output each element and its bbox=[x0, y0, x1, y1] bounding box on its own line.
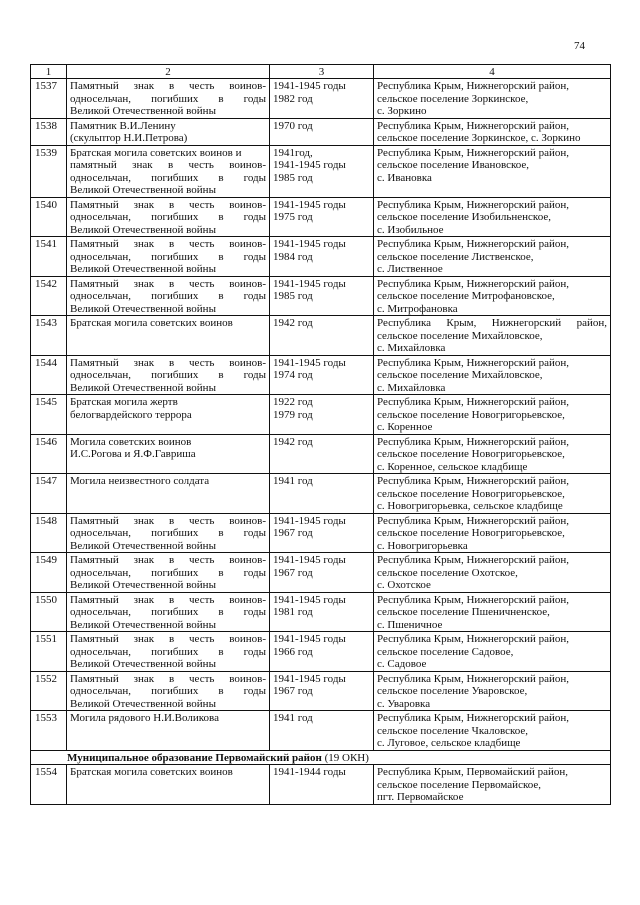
cell-location-line: сельское поселение Уваровское, bbox=[377, 685, 528, 697]
cell-location-line: с. Луговое, сельское кладбище bbox=[377, 737, 521, 749]
cell-number: 1551 bbox=[31, 632, 67, 672]
table-row bbox=[31, 765, 611, 805]
cell-location bbox=[374, 145, 611, 197]
cell-name-line: Братская могила советских воинов bbox=[70, 766, 233, 778]
cell-dates-line: 1966 год bbox=[273, 645, 313, 658]
cell-location bbox=[374, 592, 611, 632]
cell-name-line: Могила рядового Н.И.Воликова bbox=[70, 712, 219, 724]
cell-dates-line: 1941год, bbox=[273, 146, 313, 159]
cell-dates-line: 1941-1945 годы bbox=[273, 593, 346, 606]
cell-name-line: Великой Отечественной войны bbox=[70, 539, 216, 552]
cell-location-line: Республика Крым, Нижнегорский район, bbox=[377, 593, 570, 606]
cell-name bbox=[67, 671, 270, 711]
cell-number: 1543 bbox=[31, 316, 67, 356]
cell-location-line: сельское поселение Садовое, bbox=[377, 645, 514, 658]
cell-dates-line: 1941-1944 годы bbox=[273, 766, 346, 778]
cell-dates bbox=[270, 474, 374, 514]
cell-name-line: Великой Отечественной войны bbox=[70, 618, 216, 631]
cell-location-line: с. Лиственное bbox=[377, 263, 443, 275]
cell-name-line: Памятный знак в честь воинов- bbox=[70, 80, 266, 92]
cell-name-line: Великой Отечественной войны bbox=[70, 223, 216, 236]
monuments-table bbox=[30, 64, 611, 805]
cell-name bbox=[67, 79, 270, 119]
cell-name-line: Памятный знак в честь воинов- bbox=[70, 593, 266, 606]
cell-location bbox=[374, 316, 611, 356]
table-row bbox=[31, 553, 611, 593]
cell-location-line: с. Коренное, сельское кладбище bbox=[377, 460, 528, 473]
cell-location-line: сельское поселение Новогригорьевское, bbox=[377, 487, 565, 500]
cell-location-line: Республика Крым, Нижнегорский район, bbox=[377, 356, 570, 369]
cell-location-line: Республика Крым, Нижнегорский район, bbox=[377, 198, 570, 211]
cell-number: 1538 bbox=[31, 118, 67, 145]
table-row bbox=[31, 513, 611, 553]
cell-dates-line: 1942 год bbox=[273, 317, 313, 329]
cell-name-line: Памятный знак в честь воинов- bbox=[70, 277, 266, 290]
cell-location-line: Республика Крым, Нижнегорский район, bbox=[377, 317, 607, 329]
cell-number: 1545 bbox=[31, 395, 67, 435]
cell-location-line: сельское поселение Охотское, bbox=[377, 566, 518, 579]
cell-dates bbox=[270, 118, 374, 145]
cell-name bbox=[67, 395, 270, 435]
cell-name-line: Памятный знак в честь воинов- bbox=[70, 238, 266, 250]
cell-location bbox=[374, 474, 611, 514]
cell-name bbox=[67, 513, 270, 553]
cell-location-line: сельское поселение Зоркинское, с. Зоркино bbox=[377, 132, 581, 144]
cell-location-line: Республика Крым, Нижнегорский район, bbox=[377, 277, 570, 290]
table-row bbox=[31, 474, 611, 514]
cell-location-line: сельское поселение Пшеничненское, bbox=[377, 606, 550, 618]
cell-dates-line: 1941-1945 годы bbox=[273, 514, 346, 527]
cell-location bbox=[374, 197, 611, 237]
cell-location-line: с. Ивановка bbox=[377, 171, 432, 184]
cell-name-line: Могила неизвестного солдата bbox=[70, 475, 210, 487]
cell-dates bbox=[270, 632, 374, 672]
cell-name-line: Великой Отечественной войны bbox=[70, 381, 216, 394]
cell-location-line: с. Изобильное bbox=[377, 223, 444, 236]
cell-location-line: Республика Крым, Нижнегорский район, bbox=[377, 146, 570, 159]
cell-name-line: Могила советских воинов bbox=[70, 435, 192, 448]
cell-name bbox=[67, 197, 270, 237]
cell-dates-line: 1984 год bbox=[273, 250, 313, 263]
table-row bbox=[31, 592, 611, 632]
cell-name bbox=[67, 553, 270, 593]
table-row bbox=[31, 197, 611, 237]
cell-location-line: с. Уваровка bbox=[377, 697, 431, 710]
cell-dates bbox=[270, 276, 374, 316]
section-cell bbox=[31, 750, 611, 765]
cell-name-line: односельчан, погибших в годы bbox=[70, 527, 266, 539]
cell-name-line: памятный знак в честь воинов- bbox=[70, 159, 266, 171]
cell-location-line: сельское поселение Ивановское, bbox=[377, 159, 530, 171]
cell-dates bbox=[270, 513, 374, 553]
cell-location-line: пгт. Первомайское bbox=[377, 791, 464, 803]
cell-number: 1552 bbox=[31, 671, 67, 711]
cell-name-line: Великой Отечественной войны bbox=[70, 105, 216, 117]
cell-location bbox=[374, 118, 611, 145]
cell-dates bbox=[270, 316, 374, 356]
table-row bbox=[31, 711, 611, 751]
cell-number: 1554 bbox=[31, 765, 67, 805]
cell-location bbox=[374, 79, 611, 119]
cell-location-line: сельское поселение Михайловское, bbox=[377, 329, 543, 342]
cell-name-line: Великой Отечественной войны bbox=[70, 697, 216, 710]
cell-name bbox=[67, 434, 270, 474]
cell-location-line: сельское поселение Зоркинское, bbox=[377, 92, 529, 105]
cell-name-line: односельчан, погибших в годы bbox=[70, 250, 266, 263]
cell-dates-line: 1941-1945 годы bbox=[273, 238, 346, 250]
cell-location-line: с. Пшеничное bbox=[377, 618, 443, 631]
cell-dates-line: 1967 год bbox=[273, 566, 313, 579]
cell-location-line: Республика Крым, Первомайский район, bbox=[377, 766, 568, 778]
cell-dates-line: 1941 год bbox=[273, 712, 313, 724]
cell-dates bbox=[270, 711, 374, 751]
cell-dates bbox=[270, 434, 374, 474]
header-col-dates: 3 bbox=[270, 65, 374, 79]
cell-location-line: Республика Крым, Нижнегорский район, bbox=[377, 435, 570, 448]
cell-location-line: с. Новогригорьевка bbox=[377, 539, 468, 552]
section-title: Муниципальное образование Первомайский район bbox=[67, 751, 322, 764]
cell-location-line: с. Михайловка bbox=[377, 381, 446, 394]
cell-location bbox=[374, 355, 611, 395]
cell-location-line: сельское поселение Митрофановское, bbox=[377, 290, 555, 302]
cell-dates-line: 1985 год bbox=[273, 290, 313, 302]
cell-location-line: сельское поселение Михайловское, bbox=[377, 369, 543, 381]
table-row bbox=[31, 395, 611, 435]
cell-name-line: Памятный знак в честь воинов- bbox=[70, 672, 266, 685]
cell-dates-line: 1941-1945 годы bbox=[273, 277, 346, 290]
cell-dates-line: 1967 год bbox=[273, 527, 313, 539]
cell-number: 1546 bbox=[31, 434, 67, 474]
cell-name-line: односельчан, погибших в годы bbox=[70, 566, 266, 579]
cell-name-line: односельчан, погибших в годы bbox=[70, 290, 266, 302]
cell-dates-line: 1970 год bbox=[273, 119, 313, 132]
cell-location-line: Республика Крым, Нижнегорский район, bbox=[377, 554, 570, 566]
cell-dates bbox=[270, 237, 374, 277]
cell-dates bbox=[270, 592, 374, 632]
cell-dates-line: 1982 год bbox=[273, 92, 313, 105]
header-col-name: 2 bbox=[67, 65, 270, 79]
cell-name-line: односельчан, погибших в годы bbox=[70, 606, 266, 618]
cell-location bbox=[374, 671, 611, 711]
cell-dates-line: 1942 год bbox=[273, 435, 313, 448]
cell-location-line: сельское поселение Изобильненское, bbox=[377, 211, 551, 223]
header-col-number: 1 bbox=[31, 65, 67, 79]
cell-location-line: сельское поселение Новогригорьевское, bbox=[377, 448, 565, 460]
cell-name bbox=[67, 632, 270, 672]
cell-number: 1540 bbox=[31, 197, 67, 237]
cell-location-line: сельское поселение Чкаловское, bbox=[377, 724, 529, 737]
cell-number: 1550 bbox=[31, 592, 67, 632]
table-row bbox=[31, 79, 611, 119]
cell-name-line: белогвардейского террора bbox=[70, 408, 192, 421]
cell-dates-line: 1941-1945 годы bbox=[273, 198, 346, 211]
cell-name-line: Братская могила советских воинов и bbox=[70, 146, 242, 159]
cell-number: 1539 bbox=[31, 145, 67, 197]
cell-name bbox=[67, 118, 270, 145]
cell-number: 1537 bbox=[31, 79, 67, 119]
cell-dates bbox=[270, 765, 374, 805]
section-row bbox=[31, 750, 611, 765]
cell-dates-line: 1941-1945 годы bbox=[273, 356, 346, 369]
cell-name-line: И.С.Рогова и Я.Ф.Гавриша bbox=[70, 448, 196, 460]
cell-number: 1549 bbox=[31, 553, 67, 593]
cell-location-line: Республика Крым, Нижнегорский район, bbox=[377, 514, 570, 527]
cell-dates-line: 1979 год bbox=[273, 408, 313, 421]
cell-name bbox=[67, 711, 270, 751]
cell-dates-line: 1941-1945 годы bbox=[273, 554, 346, 566]
cell-location bbox=[374, 434, 611, 474]
cell-name-line: односельчан, погибших в годы bbox=[70, 171, 266, 184]
cell-location-line: сельское поселение Первомайское, bbox=[377, 778, 542, 791]
cell-location-line: Республика Крым, Нижнегорский район, bbox=[377, 633, 570, 645]
cell-number: 1547 bbox=[31, 474, 67, 514]
table-row bbox=[31, 276, 611, 316]
table-row bbox=[31, 434, 611, 474]
cell-name bbox=[67, 316, 270, 356]
cell-location bbox=[374, 395, 611, 435]
cell-name-line: односельчан, погибших в годы bbox=[70, 92, 266, 105]
table-header-row bbox=[31, 65, 611, 79]
cell-dates bbox=[270, 671, 374, 711]
cell-name-line: Великой Отечественной войны bbox=[70, 658, 216, 670]
table-row bbox=[31, 237, 611, 277]
table-body-after bbox=[31, 765, 611, 805]
cell-name bbox=[67, 765, 270, 805]
table-row bbox=[31, 118, 611, 145]
cell-location-line: с. Михайловка bbox=[377, 342, 446, 354]
cell-name-line: односельчан, погибших в годы bbox=[70, 645, 266, 658]
cell-dates-line: 1941-1945 годы bbox=[273, 159, 346, 171]
cell-location-line: с. Садовое bbox=[377, 658, 427, 670]
cell-number: 1542 bbox=[31, 276, 67, 316]
cell-name bbox=[67, 237, 270, 277]
table-row bbox=[31, 355, 611, 395]
table-row bbox=[31, 632, 611, 672]
cell-location bbox=[374, 765, 611, 805]
cell-location-line: с. Охотское bbox=[377, 579, 431, 591]
cell-location-line: Республика Крым, Нижнегорский район, bbox=[377, 475, 570, 487]
cell-location-line: Республика Крым, Нижнегорский район, bbox=[377, 396, 570, 408]
cell-dates bbox=[270, 395, 374, 435]
section-body bbox=[31, 750, 611, 765]
table-row bbox=[31, 145, 611, 197]
cell-name-line: Братская могила советских воинов bbox=[70, 317, 233, 329]
section-count: (19 ОКН) bbox=[321, 751, 369, 764]
cell-location bbox=[374, 237, 611, 277]
cell-dates-line: 1985 год bbox=[273, 171, 313, 184]
cell-location-line: сельское поселение Лиственское, bbox=[377, 250, 534, 263]
cell-name-line: односельчан, погибших в годы bbox=[70, 685, 266, 697]
table-body bbox=[31, 79, 611, 751]
cell-location bbox=[374, 553, 611, 593]
cell-dates-line: 1974 год bbox=[273, 369, 313, 381]
cell-name-line: Великой Отечественной войны bbox=[70, 184, 216, 196]
cell-location-line: сельское поселение Новогригорьевское, bbox=[377, 408, 565, 421]
cell-location bbox=[374, 276, 611, 316]
cell-name-line: Братская могила жертв bbox=[70, 396, 178, 408]
cell-dates bbox=[270, 79, 374, 119]
cell-name-line: Памятный знак в честь воинов- bbox=[70, 356, 266, 369]
cell-name bbox=[67, 592, 270, 632]
cell-location bbox=[374, 513, 611, 553]
cell-location-line: Республика Крым, Нижнегорский район, bbox=[377, 672, 570, 685]
cell-dates bbox=[270, 197, 374, 237]
cell-name-line: Памятник В.И.Ленину bbox=[70, 119, 176, 132]
cell-name-line: Памятный знак в честь воинов- bbox=[70, 514, 266, 527]
table-row bbox=[31, 671, 611, 711]
cell-number: 1544 bbox=[31, 355, 67, 395]
table-row bbox=[31, 316, 611, 356]
cell-number: 1541 bbox=[31, 237, 67, 277]
cell-number: 1553 bbox=[31, 711, 67, 751]
cell-name bbox=[67, 276, 270, 316]
cell-location-line: Республика Крым, Нижнегорский район, bbox=[377, 80, 570, 92]
cell-name bbox=[67, 474, 270, 514]
cell-dates-line: 1975 год bbox=[273, 211, 313, 223]
cell-name bbox=[67, 355, 270, 395]
cell-dates-line: 1981 год bbox=[273, 606, 313, 618]
cell-location bbox=[374, 711, 611, 751]
cell-dates-line: 1941 год bbox=[273, 475, 313, 487]
cell-name-line: Великой Отечественной войны bbox=[70, 263, 216, 275]
header-col-location: 4 bbox=[374, 65, 611, 79]
cell-dates bbox=[270, 553, 374, 593]
cell-name-line: Памятный знак в честь воинов- bbox=[70, 633, 266, 645]
cell-dates-line: 1941-1945 годы bbox=[273, 633, 346, 645]
cell-name-line: односельчан, погибших в годы bbox=[70, 211, 266, 223]
cell-location-line: с. Коренное bbox=[377, 421, 433, 433]
cell-dates bbox=[270, 145, 374, 197]
cell-name bbox=[67, 145, 270, 197]
cell-location-line: Республика Крым, Нижнегорский район, bbox=[377, 238, 570, 250]
cell-name-line: Памятный знак в честь воинов- bbox=[70, 198, 266, 211]
cell-number: 1548 bbox=[31, 513, 67, 553]
cell-name-line: Великой Отечественной войны bbox=[70, 579, 216, 591]
cell-dates-line: 1922 год bbox=[273, 396, 313, 408]
cell-name-line: Памятный знак в честь воинов- bbox=[70, 554, 266, 566]
cell-location-line: Республика Крым, Нижнегорский район, bbox=[377, 119, 570, 132]
cell-dates-line: 1941-1945 годы bbox=[273, 80, 346, 92]
cell-location-line: сельское поселение Новогригорьевское, bbox=[377, 527, 565, 539]
cell-name-line: односельчан, погибших в годы bbox=[70, 369, 266, 381]
cell-location-line: с. Митрофановка bbox=[377, 302, 458, 315]
cell-location-line: с. Новогригорьевка, сельское кладбище bbox=[377, 500, 563, 512]
cell-location bbox=[374, 632, 611, 672]
cell-dates bbox=[270, 355, 374, 395]
page-number: 74 bbox=[574, 40, 585, 52]
cell-name-line: (скульптор Н.И.Петрова) bbox=[70, 132, 188, 144]
cell-dates-line: 1967 год bbox=[273, 685, 313, 697]
cell-name-line: Великой Отечественной войны bbox=[70, 302, 216, 315]
cell-location-line: Республика Крым, Нижнегорский район, bbox=[377, 712, 570, 724]
cell-location-line: с. Зоркино bbox=[377, 105, 427, 117]
cell-dates-line: 1941-1945 годы bbox=[273, 672, 346, 685]
